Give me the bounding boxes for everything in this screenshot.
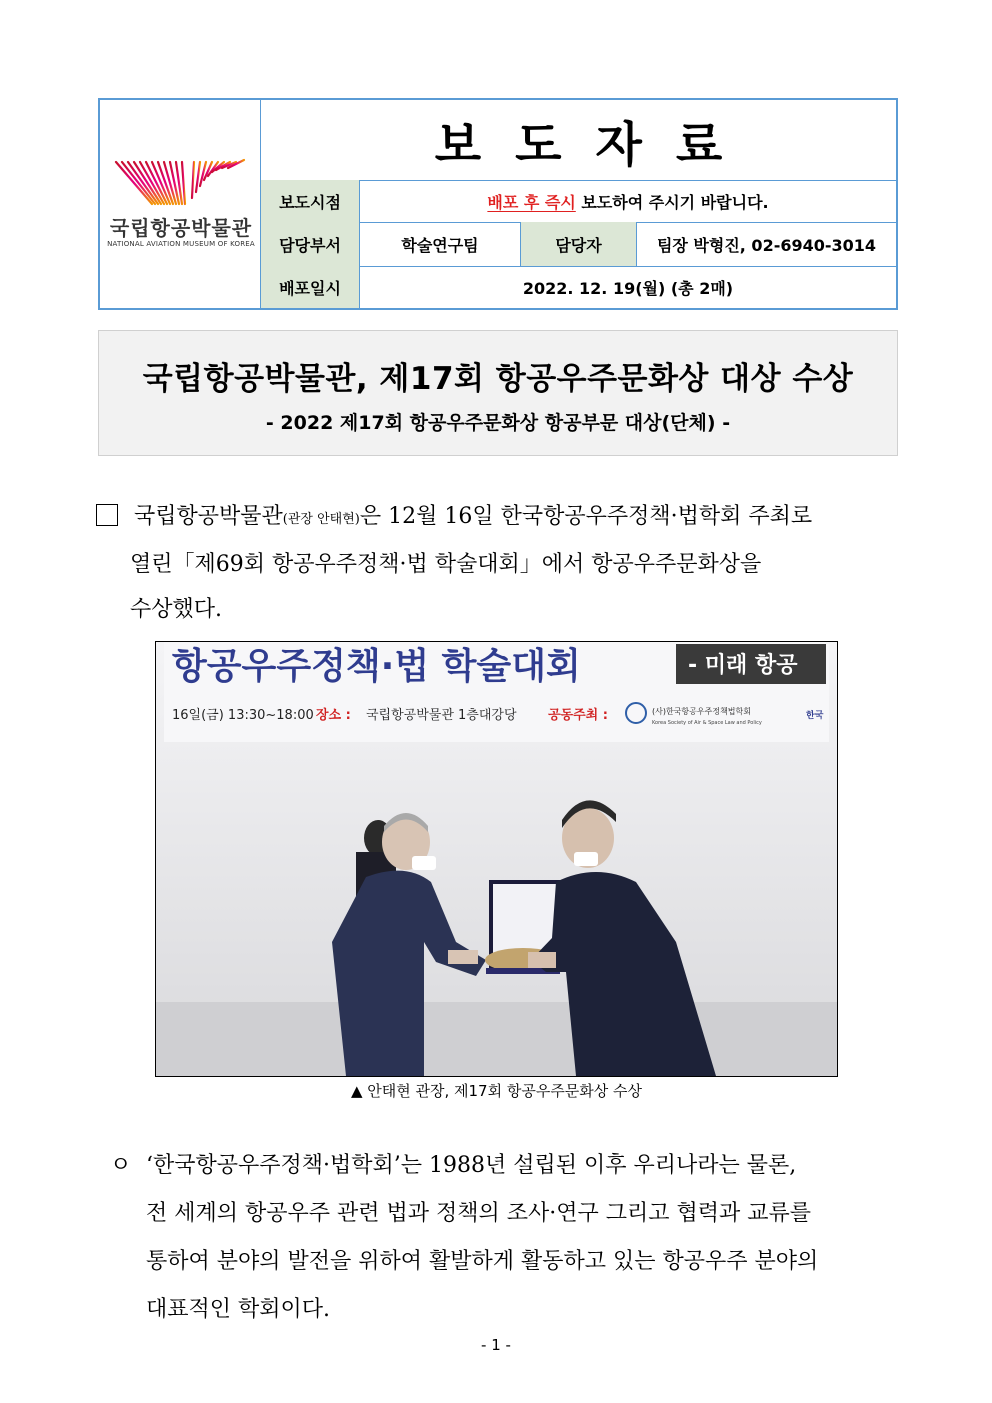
banner-date: 16일(금) 13:30~18:00 (172, 708, 314, 723)
paragraph-1-line-3: 수상했다. (130, 597, 223, 622)
release-time-value (360, 180, 896, 222)
release-time-row (261, 180, 896, 223)
paragraph-1-line-2: 열린「제69회 항공우주정책·법 학술대회」에서 항공우주문화상을 (130, 552, 762, 577)
logo-text-korean: 국립항공박물관 (109, 216, 253, 240)
banner-place: 국립항공박물관 1층대강당 (366, 708, 517, 723)
circle-bullet: ㅇ (110, 1153, 132, 1178)
checkbox-bullet-icon (96, 504, 118, 526)
release-rest-text: 보도하여 주시기 바랍니다. (575, 192, 769, 212)
contact-value: 팀장 박형진, 02-6940-3014 (656, 235, 877, 255)
press-header-table (98, 98, 898, 310)
banner-right-text: - 미래 항공 (688, 653, 798, 678)
headline-box (98, 330, 898, 456)
headline-sub: - 2022 제17회 항공우주문화상 항공부문 대상(단체) - (265, 412, 731, 434)
banner-place-label: 장소 : (316, 708, 351, 723)
award-photo (155, 641, 838, 1077)
paragraph-2-text-1: ‘한국항공우주정책·법학회’는 1988년 설립된 이후 우리나라는 물론, (146, 1153, 797, 1178)
museum-name-text: 국립항공박물관 (134, 504, 283, 529)
release-date-row (261, 266, 896, 308)
director-note: (관장 안태현) (282, 512, 360, 527)
release-date-value: 2022. 12. 19(월) (총 2매) (522, 278, 734, 298)
document-title-text: 보도자료 (434, 116, 757, 173)
banner-tail: 한국 (806, 711, 824, 721)
banner-host-en: Korea Society of Air & Space Law and Policy (652, 720, 762, 726)
contact-label: 담당자 (521, 222, 637, 266)
photo-caption: ▲ 안태현 관장, 제17회 항공우주문화상 수상 (350, 1082, 643, 1100)
paragraph-2-line-4: 대표적인 학회이다. (146, 1297, 331, 1322)
paragraph-2-line-2: 전 세계의 항공우주 관련 법과 정책의 조사·연구 그리고 협력과 교류를 (146, 1201, 811, 1226)
banner-host-label: 공동주최 : (548, 708, 608, 723)
award-ceremony-image (156, 642, 837, 1076)
page-number: - 1 - (481, 1336, 511, 1354)
release-time-label: 보도시점 (261, 180, 360, 222)
department-label: 담당부서 (261, 222, 360, 266)
department-row (261, 222, 896, 267)
body-paragraph-2 (110, 1142, 900, 1334)
release-date-label: 배포일시 (261, 266, 360, 308)
paragraph-1-text-a: 은 12월 16일 한국항공우주정책·법학회 주최로 (359, 504, 813, 529)
museum-logo (100, 100, 261, 308)
banner-title: 항공우주정책·법 학술대회 (172, 646, 581, 687)
banner-host: (사)한국항공우주정책법학회 (652, 707, 751, 716)
department-value: 학술연구팀 (360, 222, 521, 266)
paragraph-1-line-1 (96, 494, 896, 542)
paragraph-2-line-3: 통하여 분야의 발전을 위하여 활발하게 활동하고 있는 항공우주 분야의 (146, 1249, 819, 1274)
paragraph-2-line-1 (110, 1142, 900, 1190)
body-paragraph-1 (96, 494, 896, 632)
logo-text-english: NATIONAL AVIATION MUSEUM OF KOREA (107, 240, 255, 248)
headline-main: 국립항공박물관, 제17회 항공우주문화상 대상 수상 (142, 361, 854, 397)
document-title (261, 100, 896, 181)
logo-rays-icon (112, 158, 250, 208)
release-immediate-text: 배포 후 즉시 (487, 192, 576, 212)
